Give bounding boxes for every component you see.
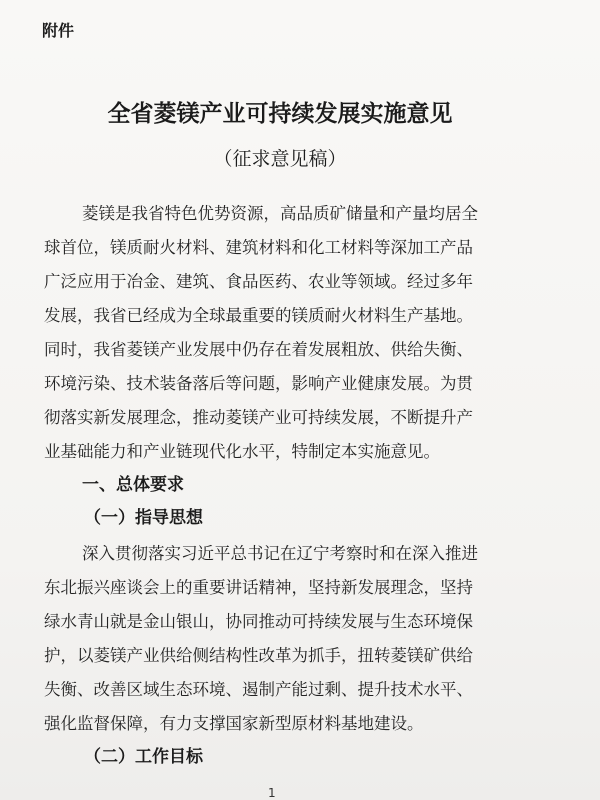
document-title: 全省菱镁产业可持续发展实施意见 (107, 101, 453, 127)
subsection-heading-guiding-ideology: （一）指导思想 (84, 508, 203, 528)
page-number: 1 (268, 786, 276, 800)
intro-line: 菱镁是我省特色优势资源，高品质矿储量和产量均居全 (82, 204, 478, 223)
intro-line: 环境污染、技术装备落后等问题，影响产业健康发展。为贯 (44, 374, 473, 393)
guiding-line: 强化监督保障，有力支撑国家新型原材料基地建设。 (44, 714, 424, 733)
section-heading-general-requirements: 一、总体要求 (82, 475, 184, 495)
intro-line: 发展，我省已经成为全球最重要的镁质耐火材料生产基地。 (44, 306, 473, 325)
intro-line: 同时，我省菱镁产业发展中仍存在着发展粗放、供给失衡、 (44, 340, 473, 359)
subsection-heading-work-goals: （二）工作目标 (84, 747, 203, 767)
guiding-line: 绿水青山就是金山银山，协同推动可持续发展与生态环境保 (44, 612, 473, 631)
attachment-label: 附件 (42, 21, 75, 40)
guiding-line: 东北振兴座谈会上的重要讲话精神，坚持新发展理念，坚持 (44, 578, 473, 597)
intro-line: 彻落实新发展理念，推动菱镁产业可持续发展，不断提升产 (44, 408, 473, 427)
guiding-line: 失衡、改善区域生态环境、遏制产能过剩、提升技术水平、 (44, 680, 473, 699)
document-subtitle: （征求意见稿） (213, 148, 347, 170)
guiding-line: 护，以菱镁产业供给侧结构性改革为抓手，扭转菱镁矿供给 (44, 646, 473, 665)
guiding-line: 深入贯彻落实习近平总书记在辽宁考察时和在深入推进 (82, 544, 478, 563)
intro-line: 球首位，镁质耐火材料、建筑材料和化工材料等深加工产品 (44, 238, 473, 257)
intro-line: 广泛应用于冶金、建筑、食品医药、农业等领域。经过多年 (44, 272, 473, 291)
intro-line: 业基础能力和产业链现代化水平，特制定本实施意见。 (44, 442, 440, 461)
